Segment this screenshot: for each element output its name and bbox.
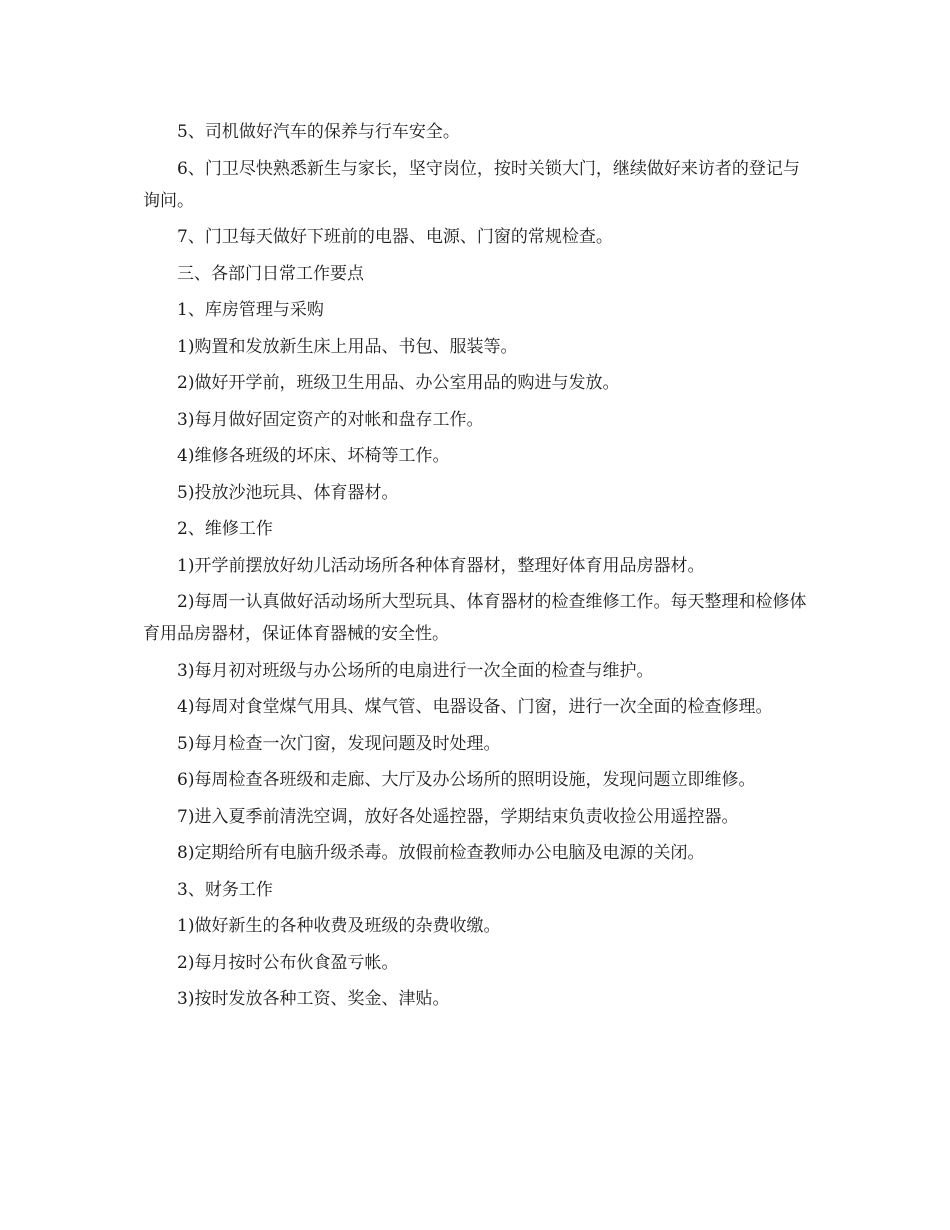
list-item-finance-1: 1)做好新生的各种收费及班级的杂费收缴。	[177, 916, 501, 936]
list-item-finance-3: 3)按时发放各种工资、奖金、津贴。	[177, 989, 450, 1009]
list-item-warehouse-5: 5)投放沙池玩具、体育器材。	[177, 482, 399, 503]
list-item-warehouse-4: 4)维修各班级的坏床、坏椅等工作。	[177, 446, 450, 466]
list-item-maintenance-6: 6)每周检查各班级和走廊、大厅及办公场所的照明设施，发现问题立即维修。	[177, 770, 756, 790]
list-item-maintenance-3: 3)每月初对班级与办公场所的电扇进行一次全面的检查与维护。	[177, 660, 654, 681]
list-item-finance-2: 2)每月按时公布伙食盈亏帐。	[177, 952, 399, 973]
subsection-heading-finance: 3、财务工作	[177, 879, 273, 900]
list-item-maintenance-4: 4)每周对食堂煤气用具、煤气管、电器设备、门窗，进行一次全面的检查修理。	[177, 697, 773, 717]
list-item-warehouse-2: 2)做好开学前，班级卫生用品、办公室用品的购进与发放。	[177, 373, 620, 393]
subsection-heading-warehouse: 1、库房管理与采购	[177, 300, 324, 320]
section-heading-daily-work: 三、各部门日常工作要点	[177, 263, 364, 284]
paragraph-item-5-driver: 5、司机做好汽车的保养与行车安全。	[177, 122, 460, 142]
list-item-maintenance-7: 7)进入夏季前清洗空调，放好各处遥控器，学期结束负责收捡公用遥控器。	[177, 806, 739, 827]
list-item-maintenance-1: 1)开学前摆放好幼儿活动场所各种体育器材，整理好体育用品房器材。	[177, 555, 705, 576]
list-item-warehouse-3: 3)每月做好固定资产的对帐和盘存工作。	[177, 409, 484, 430]
list-item-maintenance-8: 8)定期给所有电脑升级杀毒。放假前检查教师办公电脑及电源的关闭。	[177, 843, 705, 863]
subsection-heading-maintenance: 2、维修工作	[177, 519, 273, 539]
list-item-maintenance-2: 2)每周一认真做好活动场所大型玩具、体育器材的检查维修工作。每天整理和检修体育用品房器材，保证体育器械的安全性。	[143, 592, 807, 644]
paragraph-item-7-guard-check: 7、门卫每天做好下班前的电器、电源、门窗的常规检查。	[177, 227, 613, 247]
document-body	[143, 116, 808, 1020]
list-item-maintenance-5: 5)每月检查一次门窗，发现问题及时处理。	[177, 733, 501, 754]
list-item-warehouse-1: 1)购置和发放新生床上用品、书包、服装等。	[177, 336, 518, 357]
paragraph-item-6-guard-duty: 6、门卫尽快熟悉新生与家长，坚守岗位，按时关锁大门，继续做好来访者的登记与询问。	[143, 158, 800, 211]
